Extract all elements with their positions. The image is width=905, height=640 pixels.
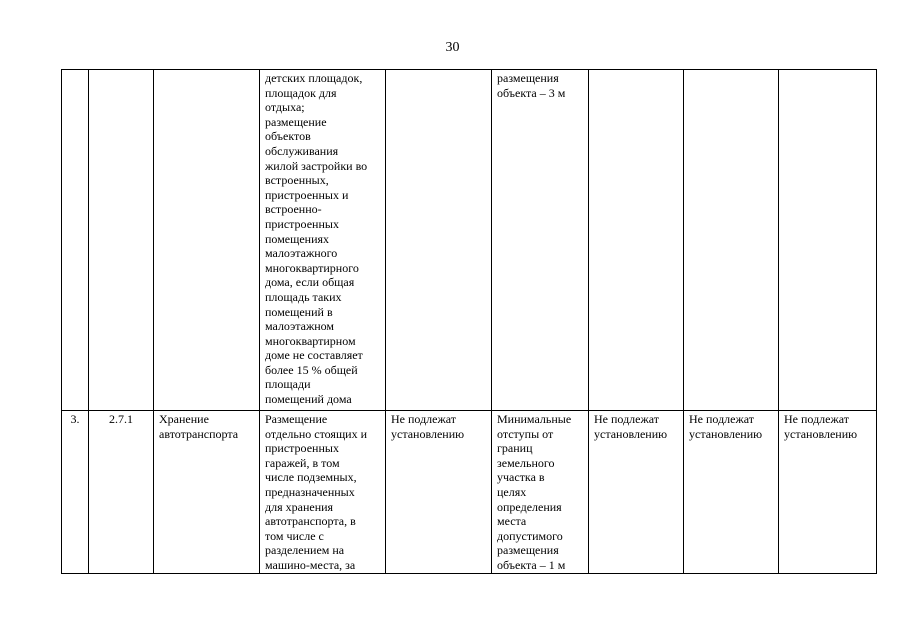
parameter-cell	[589, 70, 684, 411]
parameter-cell	[684, 70, 779, 411]
parameter-cell: Не подлежат установлению	[779, 411, 877, 574]
setback-cell: размещения объекта – 3 м	[492, 70, 589, 411]
table-row	[62, 70, 877, 411]
description-cell: детских площадок, площадок для отдыха; размещение объектов обслуживания жилой застройки во встроенных, пристроенных и встроенно- пристроенных помещениях малоэтажного многоквартирного дома, если общая площадь таких помещений в малоэтажном многоквартирном доме не составляет более 15 % общей площади помещений дома	[260, 70, 386, 411]
document-table	[61, 69, 877, 574]
page-number: 30	[445, 40, 460, 55]
code-cell: 2.7.1	[89, 411, 154, 574]
parameter-cell: Не подлежат установлению	[589, 411, 684, 574]
parameter-cell	[386, 70, 492, 411]
setback-cell: Минимальные отступы от границ земельного участка в целях определения места допустимого размещения объекта – 1 м	[492, 411, 589, 574]
description-cell: Размещение отдельно стоящих и пристроенных гаражей, в том числе подземных, предназначенных для хранения автотранспорта, в том числе с разделением на машино-места, за	[260, 411, 386, 574]
name-cell	[154, 70, 260, 411]
name-cell: Хранение автотранспорта	[154, 411, 260, 574]
code-cell	[89, 70, 154, 411]
parameter-cell: Не подлежат установлению	[386, 411, 492, 574]
parameter-cell	[779, 70, 877, 411]
table-row	[62, 411, 877, 574]
row-number-cell: 3.	[62, 411, 89, 574]
row-number-cell	[62, 70, 89, 411]
parameter-cell: Не подлежат установлению	[684, 411, 779, 574]
